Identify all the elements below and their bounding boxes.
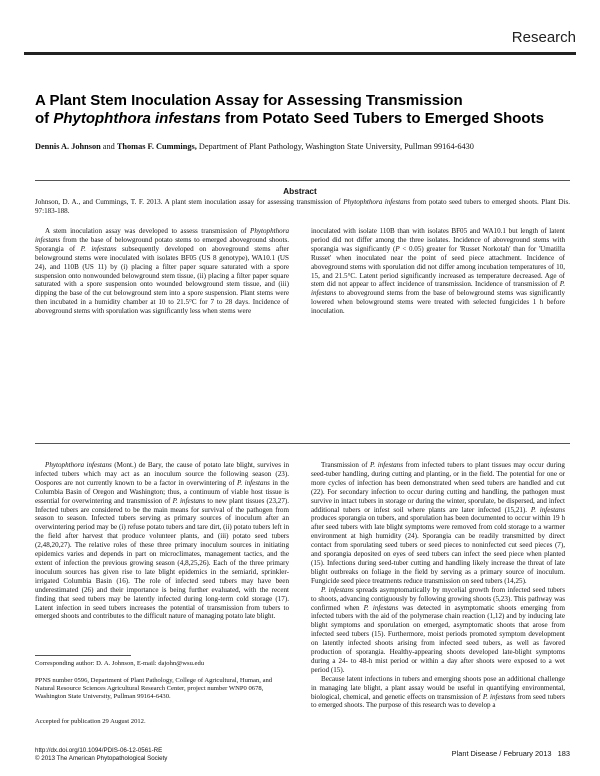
author-1: Dennis A. Johnson — [35, 142, 101, 151]
author-2: Thomas F. Cummings, — [116, 142, 197, 151]
abstract-left-column — [35, 227, 289, 316]
title-species: Phytophthora infestans — [53, 110, 221, 127]
abstract-heading: Abstract — [283, 186, 317, 196]
abstract-bottom-rule — [35, 443, 570, 444]
intro-paragraph-3: P. infestans spreads asymptomatically by mycelial growth from infected seed tubers to shoots, advancing contiguously by following growing shoots (5,23). This pathway was confirmed when P. infestans was detected in asymptomatic shoots emerging from infected tubers with the aid of the polymerase chain reaction (1,12) and by inducing late blight symptoms and sporulation on emerged, asymptomatic shoots that arose from infected seed tubers (15). Furthermore, moist periods promoted symptom development on latently infected shoots arising from infected seed tubers, as well as favored production of sporangia. Healthy-appearing shoots developed late-blight symptoms during a 24- to 48-h mist period or within a day after shoots were exposed to a wet period (15). — [311, 585, 565, 674]
abstract-right-column — [311, 227, 565, 316]
abstract-paragraph-left: A stem inoculation assay was developed to assess transmission of Phytophthora infestans from the base of belowground potato stems to emerged aboveground shoots. Sporangia of P. infestans subsequently developed on aboveground stems after belowground stems were inoculated with isolates BF05 (US 8 genotype), WA10.1 (US 24), and 110B (US 11) by (i) placing a filter paper square saturated with a spore suspension onto nonwounded belowground stem tissue, (ii) placing a filter paper square saturated with a spore suspension onto wounded belowground stem tissue, and (iii) dipping the base of the cut belowground stem into a spore suspension. Plant stems were then incubated in a humidity chamber at 10 to 21.5°C for 7 to 28 days. Incidence of aboveground stems with sporulation was significantly less when stems were — [35, 227, 289, 316]
title-line-1: A Plant Stem Inoculation Assay for Assessing Transmission — [35, 92, 463, 109]
abstract-paragraph-right: inoculated with isolate 110B than with isolates BF05 and WA10.1 but length of latent period did not differ among the three isolates. Incidence of aboveground stems with sporangia was significantly (P < 0.05) greater for 'Russet Norkotah' than for 'Umatilla Russet' when inoculated near the point of seed piece attachment. Incidence of aboveground stems with sporulation did not differ among incubation temperatures of 10, 15, and 21.5°C. Latent period significantly increased as temperature decreased. Age of stem did not appear to affect incidence of transmission. Incidence of transmission of P. infestans to aboveground stems from the base of belowground stems was significantly lowered when belowground stems were treated with selected fungicides 1 h before inoculation. — [311, 227, 565, 316]
intro-paragraph-2: Transmission of P. infestans from infected tubers to plant tissues may occur during seed-tuber handling, during cutting and planting, or in the field. The potential for one or more cycles of infection has been demonstrated when seed tubers are handled and cut (22). For secondary infection to occur during cutting and handling, the pathogen must survive in intact tubers in storage or during the winter, sporulate, be dispersed, and infect additional tubers or infest soil where plants are later infected (15,21). P. infestans produces sporangia on tubers, and sporulation has been documented to occur within 19 h after seed tubers with late blight symptoms were removed from cold storage to a warmer environment at high humidity (24). Sporangia can be readily transmitted by direct contact from sporulating seed tubers or seed pieces to noninfected cut seed pieces (7), and sporangia deposited on eyes of seed tubers can infect the seed piece when planted (15). Infections during seed-tuber cutting and handling likely increase the threat of late blight outbreaks on foliage in the field by serving as a primary source of inoculum. Fungicide seed piece treatments reduce transmission on seed tubers (14,25). — [311, 461, 565, 585]
author-line — [35, 141, 570, 152]
title-line-2 — [35, 110, 570, 128]
body-left-column — [35, 461, 289, 621]
title-prefix: of — [35, 110, 54, 127]
abstract-citation: Johnson, D. A., and Cummings, T. F. 2013. A plant stem inoculation assay for assessing transmission of Phytophthora infestans from potato seed tubers to emerged shoots. Plant Dis. 97:183-188. — [35, 198, 570, 215]
page-footer — [452, 749, 570, 758]
corresponding-author: Corresponding author: D. A. Johnson, E-mail: dajohn@wsu.edu — [35, 660, 205, 667]
title-suffix: from Potato Seed Tubers to Emerged Shoots — [220, 110, 544, 127]
author-affiliation: Department of Plant Pathology, Washington State University, Pullman 99164-6430 — [196, 142, 474, 151]
accepted-date: Accepted for publication 29 August 2012. — [35, 718, 146, 725]
ppns-footnote: PPNS number 0596, Department of Plant Pathology, College of Agricultural, Human, and Natural Resource Sciences Agricultural Research Center, project number WNP0 0678, Washington State University, Pullman 99164-6430. — [35, 677, 273, 701]
intro-paragraph-1: Phytophthora infestans (Mont.) de Bary, the cause of potato late blight, survives in infected tubers which may act as an inoculum source the following season (23). Oospores are not currently known to be a factor in overwintering of P. infestans in the Columbia Basin of Oregon and Washington; thus, a continuum of viable host tissue is essential for overwintering and transmission of P. infestans to new plant tissues (23,27). Infected tubers are considered to be the main means for survival of the pathogen from season to season. Infected tubers serving as primary sources of inoculum after an overwintering period may be (i) refuse potato tubers and tare dirt, (ii) potato tubers left in the field after harvest that produce volunteer plants, and (iii) potato seed tubers (2,48,20,27). The relative roles of these three primary inoculum sources in initiating epidemics varies and depends in part on microclimates, management tactics, and the extent of infection the previous growing season (4,8,25,26). Each of the three primary inoculum sources has given rise to late blight epidemics in the semiarid, sprinkler-irrigated Columbia Basin (16). The role of infected seed tubers may have been underestimated (26) and their importance is being further evaluated, with the recent finding that seed tubers may be latently infected during long-term cold storage (17). Latent infection in seed tubers increases the potential of transmission from tubers to emerged shoots and contributes to the difficult nature of managing potato late blight. — [35, 461, 289, 621]
citation-species: Phytophthora infestans — [343, 198, 411, 206]
journal-issue: Plant Disease / February 2013 — [451, 749, 552, 758]
footnote-rule — [35, 655, 131, 656]
copyright-line: © 2013 The American Phytopathological Society — [35, 755, 168, 762]
page-number: 183 — [557, 749, 570, 758]
author-conjunction: and — [100, 142, 117, 151]
body-right-column — [311, 461, 565, 710]
section-label: Research — [511, 29, 576, 46]
doi-link[interactable]: http://dx.doi.org/10.1094/PDIS-06-12-0561-RE — [35, 747, 163, 754]
intro-paragraph-4: Because latent infections in tubers and emerging shoots pose an additional challenge in managing late blight, a plant assay would be useful in quantifying environmental, biological, chemical, and genetic effects on transmission of P. infestans from seed tubers to emerged shoots. The purpose of this research was to develop a — [311, 674, 565, 710]
doi-block — [35, 747, 289, 763]
header-rule — [24, 52, 576, 55]
abstract-top-rule — [35, 180, 570, 181]
article-title — [35, 92, 570, 128]
